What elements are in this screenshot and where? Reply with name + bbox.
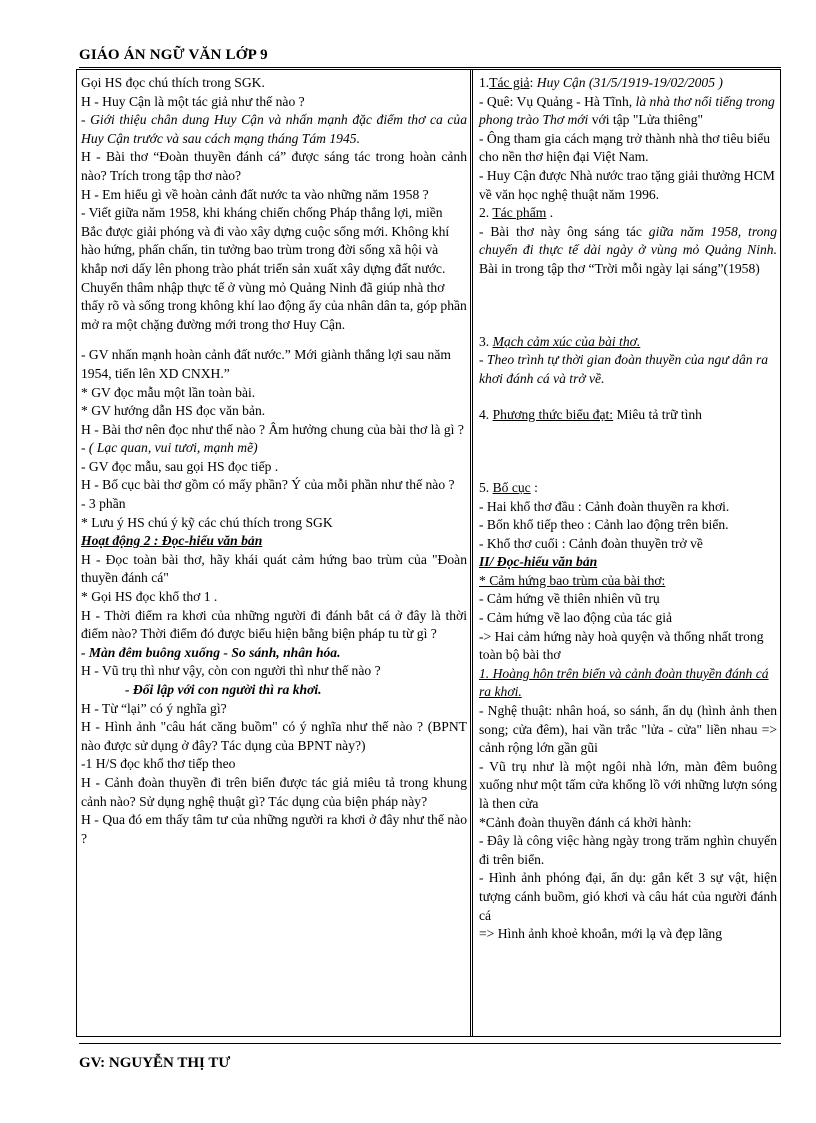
content-line: - Khổ thơ cuối : Cảnh đoàn thuyền trở về: [479, 535, 703, 551]
content-line: - Bốn khổ tiếp theo : Cảnh lao động trên biển.: [479, 517, 729, 533]
text-line: * Lưu ý HS chú ý kỹ các chú thích trong SGK: [81, 514, 333, 530]
section-label: Bố cục: [492, 479, 531, 495]
activity-heading: Hoạt động 2 : Đọc-hiểu văn bản: [81, 533, 263, 549]
content-line: - Cảm hứng về lao động của tác giả: [479, 610, 673, 626]
item-number: 2.: [479, 205, 493, 221]
content-column: [473, 70, 780, 1036]
item-number: 1.: [479, 75, 490, 90]
layout-heading: [479, 479, 777, 498]
section-label: Phương thức biểu đạt:: [492, 407, 614, 423]
answer-line: - Màn đêm buông xuống - So sánh, nhân hóa.: [81, 644, 341, 660]
question-line: H - Vũ trụ thì như vậy, còn con người thì như thế nào ?: [81, 663, 381, 679]
text-line: - GV đọc mẫu, sau gọi HS đọc tiếp .: [81, 458, 279, 474]
text-span: Miêu tả trữ tình: [613, 407, 702, 423]
text-line: * GV hướng dẫn HS đọc văn bản.: [81, 403, 266, 419]
question-line: H - Từ “lại” có ý nghĩa gì?: [81, 700, 227, 716]
content-line: [479, 93, 777, 130]
subheading: * Cảm hứng bao trùm của bài thơ:: [479, 572, 666, 588]
section-label: Tác giả: [489, 75, 530, 90]
text-span: - Bài thơ này ông sáng tác: [479, 223, 649, 239]
content-line: - Huy Cận được Nhà nước trao tặng giải thưởng HCM về văn học nghệ thuật năm 1996.: [479, 167, 775, 202]
content-line: - Vũ trụ như là một ngôi nhà lớn, màn đêm buông xuống như một tấm cửa khổng lồ với những lượn sóng là then cửa: [479, 758, 777, 811]
question-line: H - Cảnh đoàn thuyền đi trên biển được tác giả miêu tả trong khung cảnh nào? Sử dụng nghệ thuật gì? Tác dụng của biện pháp này?: [81, 774, 467, 809]
content-line: - Đây là công việc hàng ngày trong trăm nghìn chuyến đi trên biển.: [479, 833, 777, 867]
answer-line: - Giới thiệu chân dung Huy Cận và nhấn mạnh đặc điểm thơ ca của Huy Cận trước và sau cách mạng tháng Tám 1945.: [81, 112, 467, 146]
punctuation: :: [529, 75, 537, 90]
footer-rule: [79, 1043, 781, 1044]
question-line: H - Qua đó em thấy tâm tư của những người ra khơi ở đây như thế nào ?: [81, 812, 467, 846]
mode-heading: [479, 406, 777, 425]
text-line: - GV nhấn mạnh hoàn cảnh đất nước.” Mới giành thắng lợi sau năm 1954, tiến lên XD CNXH.”: [81, 347, 451, 381]
content-line: - Hai khổ thơ đầu : Cảnh đoàn thuyền ra khơi.: [479, 498, 730, 514]
content-line: => Hình ảnh khoẻ khoắn, mới lạ và đẹp lãng: [479, 926, 722, 942]
question-line: H - Đọc toàn bài thơ, hãy khái quát cảm hứng bao trùm của "Đoàn thuyền đánh cá": [81, 551, 467, 586]
question-line: H - Bố cục bài thơ gồm có mấy phần? Ý của mỗi phần như thế nào ?: [81, 477, 455, 493]
text-span: với tập "Lửa thiêng": [588, 112, 704, 128]
content-line: - Cảm hứng về thiên nhiên vũ trụ: [479, 591, 660, 607]
content-line: - Ông tham gia cách mạng trở thành nhà thơ tiêu biểu cho nền thơ hiện đại Việt Nam.: [479, 130, 771, 165]
header-rule: [79, 67, 781, 68]
lesson-table: [76, 69, 781, 1037]
text-span: - Quê: Vụ Quảng - Hà Tĩnh,: [479, 93, 636, 109]
question-line: H - Huy Cận là một tác giả như thế nào ?: [81, 93, 305, 109]
content-line: [479, 223, 777, 279]
activities-column: [77, 70, 473, 1036]
section-heading: II/ Đọc-hiểu văn bản: [479, 554, 598, 570]
content-line: - Theo trình tự thời gian đoàn thuyền của ngư dân ra khơi đánh cá và trở về.: [479, 352, 769, 386]
section-label: Tác phẩm: [492, 205, 547, 221]
text-span: giữa năm 1958, trong chuyến đi thực tế dài ngày ở vùng mỏ Quảng Ninh.: [479, 223, 777, 258]
subheading: 1. Hoàng hôn trên biển và cảnh đoàn thuyền đánh cá ra khơi.: [479, 665, 769, 700]
author-heading: [479, 74, 777, 93]
teacher-name: GV: NGUYỄN THỊ TƯ: [79, 1055, 231, 1071]
content-line: -> Hai cảm hứng này hoà quyện và thống nhất trong toàn bộ bài thơ: [479, 628, 764, 663]
work-heading: [479, 204, 777, 223]
answer-line: - 3 phần: [81, 496, 126, 512]
content-line: *Cảnh đoàn thuyền đánh cá khởi hành:: [479, 814, 692, 830]
answer-paragraph: - Viết giữa năm 1958, khi kháng chiến chống Pháp thắng lợi, miền Bắc được giải phóng và đi vào xây dựng cuộc sống mới. Không khí hào hứng, phấn chấn, tin tưởng bao trùm trong đời sống xã hội và khắp nơi dấy lên phong trào phát triển sản xuất xây dựng đất nước. Chuyến thâm nhập thực tế ở vùng mỏ Quảng Ninh đã giúp nhà thơ thấy rõ và sống trong không khí lao động ấy của nhân dân ta, góp phần mở ra một chặng đường mới trong thơ Huy Cận.: [81, 205, 467, 332]
text-line: Gọi HS đọc chú thích trong SGK.: [81, 75, 265, 90]
document-header: GIÁO ÁN NGỮ VĂN LỚP 9: [79, 47, 268, 63]
text-line: * GV đọc mẫu một lần toàn bài.: [81, 384, 256, 400]
section-label: Mạch cảm xúc của bài thơ.: [492, 333, 641, 349]
question-line: H - Thời điểm ra khơi của những người đi đánh bắt cá ở đây là thời điểm nào? Thời điểm đó được biểu hiện bằng biện pháp tu từ gì ?: [81, 607, 467, 642]
content-line: - Hình ảnh phóng đại, ẩn dụ: gắn kết 3 sự vật, hiện tượng cánh buồm, gió khơi và câu hát của người đánh cá: [479, 870, 777, 923]
author-value: Huy Cận (31/5/1919-19/02/2005 ): [536, 75, 723, 90]
content-line: - Nghệ thuật: nhân hoá, so sánh, ẩn dụ (hình ảnh then song; cửa đêm), hai vần trắc "lửa - cửa" liền nhau => cảnh rộng lớn gần gũi: [479, 703, 777, 756]
item-number: 5.: [479, 479, 493, 495]
item-number: 3.: [479, 333, 493, 349]
emotion-heading: [479, 333, 777, 352]
item-number: 4.: [479, 407, 493, 423]
question-line: H - Em hiểu gì về hoàn cảnh đất nước ta vào những năm 1958 ?: [81, 186, 429, 202]
text-line: * Gọi HS đọc khổ thơ 1 .: [81, 589, 218, 605]
answer-line: - ( Lạc quan, vui tươi, mạnh mẽ): [81, 440, 258, 456]
punctuation: .: [546, 205, 554, 221]
text-span: là nhà thơ nổi tiếng trong phong trào Thơ mới: [479, 93, 775, 128]
question-line: H - Hình ảnh "câu hát căng buồm" có ý nghĩa như thế nào ? (BPNT nào được sử dụng ở đây? Tác dụng của BPNT này?): [81, 719, 467, 753]
text-span: Bài in trong tập thơ “Trời mỗi ngày lại sáng”(1958): [479, 260, 760, 276]
question-line: H - Bài thơ “Đoàn thuyền đánh cá” được sáng tác trong hoàn cảnh nào? Trích trong tập thơ nào?: [81, 149, 467, 183]
text-line: -1 H/S đọc khổ thơ tiếp theo: [81, 756, 236, 772]
punctuation: :: [530, 479, 538, 495]
answer-line: - Đối lập với con người thì ra khơi.: [125, 682, 322, 697]
question-line: H - Bài thơ nên đọc như thế nào ? Âm hưởng chung của bài thơ là gì ?: [81, 421, 464, 437]
